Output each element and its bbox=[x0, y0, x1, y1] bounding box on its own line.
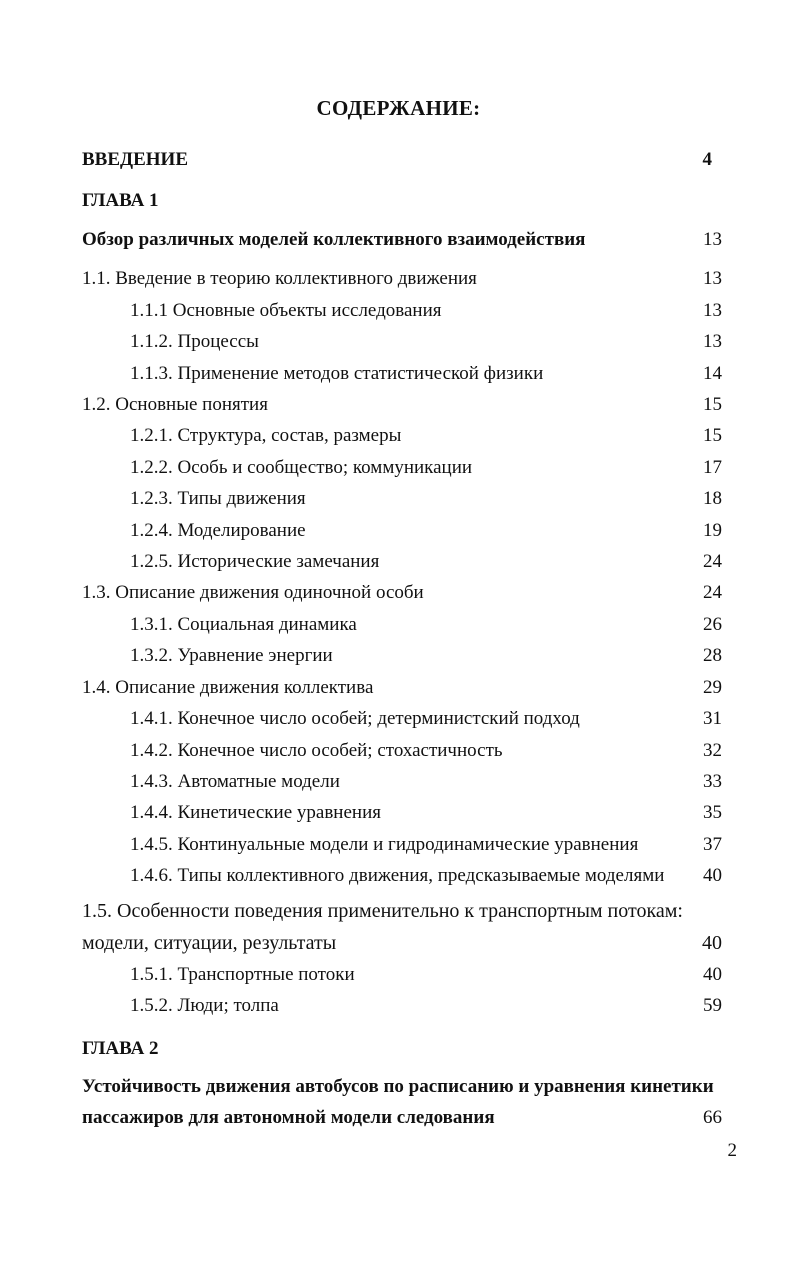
entry-text: 1.4. Описание движения коллектива bbox=[82, 677, 374, 698]
toc-entry bbox=[82, 610, 722, 640]
toc-entry bbox=[82, 225, 722, 255]
entry-text: 1.5.2. Люди; толпа bbox=[130, 995, 279, 1016]
toc-entry bbox=[82, 421, 722, 451]
entry-page: 35 bbox=[703, 802, 722, 823]
entry-text: 1.3.1. Социальная динамика bbox=[130, 614, 357, 635]
entry-page: 59 bbox=[703, 995, 722, 1016]
toc-entry bbox=[82, 673, 722, 703]
entry-page: 37 bbox=[703, 834, 722, 855]
entry-text: 1.4.6. Типы коллективного движения, предсказываемые моделями bbox=[130, 865, 665, 886]
entry-page: 26 bbox=[703, 614, 722, 635]
entry-text: 1.2.2. Особь и сообщество; коммуникации bbox=[130, 457, 473, 478]
entry-text: 1.3.2. Уравнение энергии bbox=[130, 645, 333, 666]
toc-entry bbox=[82, 896, 722, 926]
entry-text: ВВЕДЕНИЕ bbox=[82, 149, 188, 170]
page-number: 2 bbox=[727, 1140, 737, 1161]
toc-entry bbox=[82, 928, 722, 958]
toc-entry bbox=[82, 264, 722, 294]
entry-text: 1.1.3. Применение методов статистической физики bbox=[130, 363, 544, 384]
toc-entry bbox=[82, 1072, 722, 1102]
toc-entry bbox=[82, 186, 722, 216]
entry-text: 1.2.5. Исторические замечания bbox=[130, 551, 380, 572]
entry-page: 15 bbox=[703, 425, 722, 446]
entry-text: ГЛАВА 2 bbox=[82, 1038, 159, 1059]
entry-page: 66 bbox=[703, 1107, 722, 1128]
toc-entry bbox=[82, 390, 722, 420]
entry-text: 1.4.2. Конечное число особей; стохастичность bbox=[130, 740, 503, 761]
entry-text: 1.4.5. Континуальные модели и гидродинамические уравнения bbox=[130, 834, 639, 855]
toc-entry bbox=[82, 767, 722, 797]
toc-entry bbox=[82, 516, 722, 546]
toc-entry bbox=[82, 798, 722, 828]
entry-page: 31 bbox=[703, 708, 722, 729]
entry-text: 1.4.3. Автоматные модели bbox=[130, 771, 340, 792]
entry-text: 1.2.3. Типы движения bbox=[130, 488, 306, 509]
entry-page: 19 bbox=[703, 520, 722, 541]
toc-entry bbox=[82, 145, 722, 175]
entry-page: 24 bbox=[703, 551, 722, 572]
toc-entry bbox=[82, 704, 722, 734]
toc-entry bbox=[82, 327, 722, 357]
entry-text: Устойчивость движения автобусов по расписанию и уравнения кинетики bbox=[82, 1076, 714, 1097]
entry-text: ГЛАВА 1 bbox=[82, 190, 159, 211]
toc-entry bbox=[82, 830, 722, 860]
entry-page: 4 bbox=[702, 149, 712, 170]
toc-entry bbox=[82, 960, 722, 990]
entry-text: 1.3. Описание движения одиночной особи bbox=[82, 582, 424, 603]
entry-page: 24 bbox=[703, 582, 722, 603]
entry-text: пассажиров для автономной модели следования bbox=[82, 1107, 495, 1128]
entry-text: 1.1. Введение в теорию коллективного движения bbox=[82, 268, 477, 289]
entry-page: 28 bbox=[703, 645, 722, 666]
toc-entry bbox=[82, 1103, 722, 1133]
toc-entry bbox=[82, 484, 722, 514]
toc-entry bbox=[82, 359, 722, 389]
entry-text: 1.4.1. Конечное число особей; детерминистский подход bbox=[130, 708, 580, 729]
toc-entry bbox=[82, 453, 722, 483]
entry-page: 40 bbox=[702, 932, 722, 954]
entry-page: 13 bbox=[703, 300, 722, 321]
toc-entry bbox=[82, 861, 722, 891]
toc-title: СОДЕРЖАНИЕ: bbox=[316, 96, 481, 120]
entry-page: 14 bbox=[703, 363, 722, 384]
entry-page: 13 bbox=[703, 229, 722, 250]
entry-text: 1.5.1. Транспортные потоки bbox=[130, 964, 355, 985]
toc-entry bbox=[82, 991, 722, 1021]
entry-text: 1.1.2. Процессы bbox=[130, 331, 259, 352]
toc-entry bbox=[82, 1034, 722, 1064]
entry-page: 13 bbox=[703, 268, 722, 289]
entry-page: 40 bbox=[703, 964, 722, 985]
toc-entry bbox=[82, 296, 722, 326]
entry-text: 1.2.4. Моделирование bbox=[130, 520, 306, 541]
toc-entry bbox=[82, 547, 722, 577]
entry-text: 1.5. Особенности поведения применительно к транспортным потокам: bbox=[82, 900, 683, 922]
toc-entry bbox=[82, 641, 722, 671]
entry-page: 29 bbox=[703, 677, 722, 698]
toc-entry bbox=[82, 578, 722, 608]
entry-text: 1.4.4. Кинетические уравнения bbox=[130, 802, 381, 823]
entry-text: Обзор различных моделей коллективного взаимодействия bbox=[82, 229, 586, 250]
entry-page: 40 bbox=[703, 865, 722, 886]
entry-page: 32 bbox=[703, 740, 722, 761]
entry-page: 13 bbox=[703, 331, 722, 352]
entry-page: 15 bbox=[703, 394, 722, 415]
entry-page: 17 bbox=[703, 457, 722, 478]
entry-text: модели, ситуации, результаты bbox=[82, 932, 337, 954]
entry-text: 1.1.1 Основные объекты исследования bbox=[130, 300, 442, 321]
entry-text: 1.2.1. Структура, состав, размеры bbox=[130, 425, 402, 446]
entry-page: 18 bbox=[703, 488, 722, 509]
toc-entry bbox=[82, 736, 722, 766]
entry-page: 33 bbox=[703, 771, 722, 792]
entry-text: 1.2. Основные понятия bbox=[82, 394, 268, 415]
